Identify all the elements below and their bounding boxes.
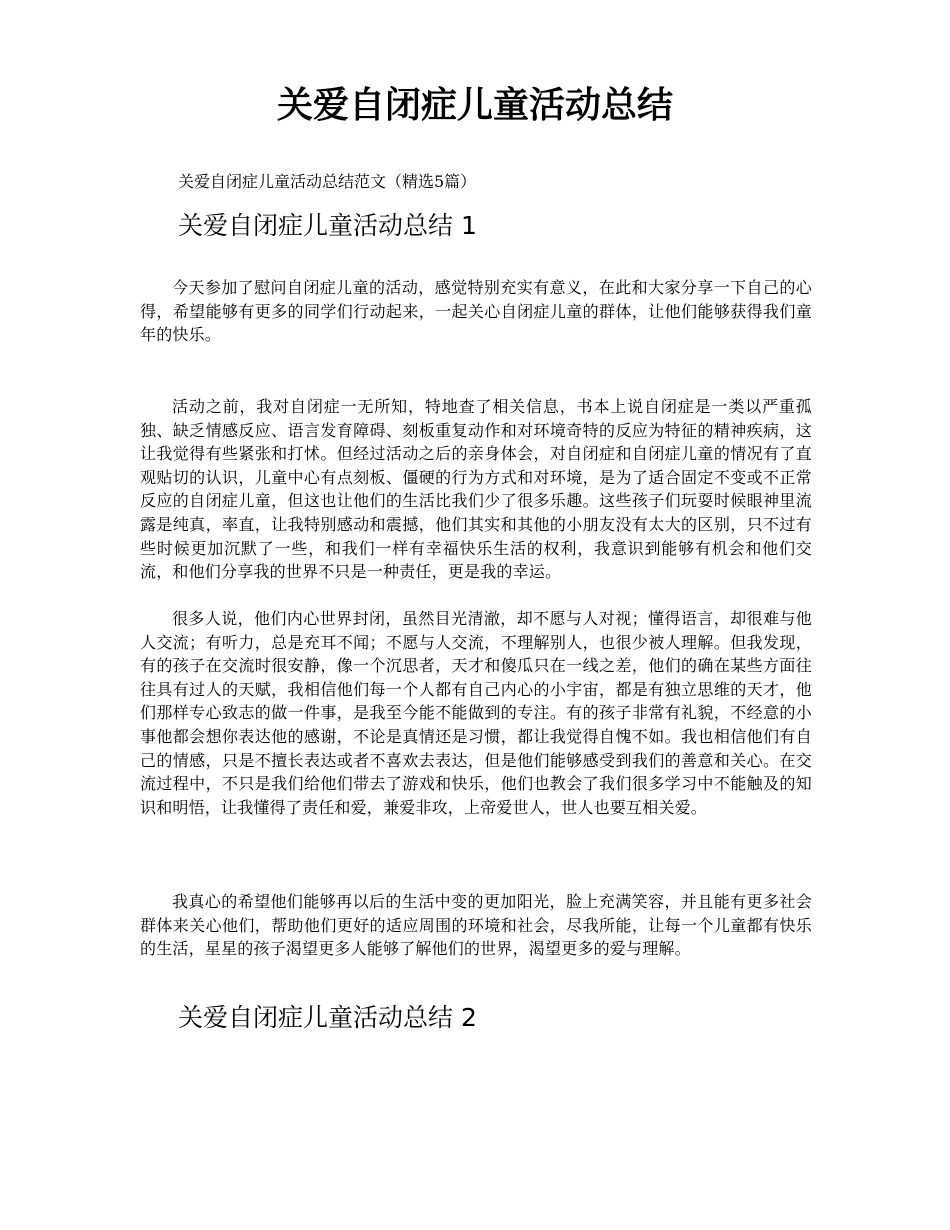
paragraph-1: 今天参加了慰问自闭症儿童的活动，感觉特别充实有意义，在此和大家分享一下自己的心得，希望能够有更多的同学们行动起来，一起关心自闭症儿童的群体，让他们能够获得我们童年的快乐。: [140, 278, 812, 345]
paragraph-2: 活动之前，我对自闭症一无所知，特地查了相关信息，书本上说自闭症是一类以严重孤独、缺乏情感反应、语言发育障碍、刻板重复动作和对环境奇特的反应为特征的精神疾病，这让我觉得有些紧张和打怵。但经过活动之后的亲身体会，对自闭症和自闭症儿童的情况有了直观贴切的认识，儿童中心有点刻板、僵硬的行为方式和对环境，是为了适合固定不变或不正常反应的自闭症儿童，但这也让他们的生活比我们少了很多乐趣。这些孩子们玩耍时候眼神里流露是纯真，率直，让我特别感动和震撼，他们其实和其他的小朋友没有太大的区别，只不过有些时候更加沉默了一些，和我们一样有幸福快乐生活的权利，我意识到能够有机会和他们交流，和他们分享我的世界不只是一种责任，更是我的幸运。: [140, 397, 812, 582]
paragraph-4: 我真心的希望他们能够再以后的生活中变的更加阳光，脸上充满笑容，并且能有更多社会群体来关心他们，帮助他们更好的适应周围的环境和社会，尽我所能，让每一个儿童都有快乐的生活，星星的孩子渴望更多人能够了解他们的世界，渴望更多的爱与理解。: [140, 892, 812, 959]
document-title: 关爱自闭症儿童活动总结: [276, 85, 673, 126]
section-heading-1: 关爱自闭症儿童活动总结 1: [178, 211, 477, 240]
document-subtitle: 关爱自闭症儿童活动总结范文（精选5篇）: [178, 172, 477, 191]
section-heading-2: 关爱自闭症儿童活动总结 2: [178, 1003, 477, 1032]
paragraph-3: 很多人说，他们内心世界封闭，虽然目光清澈，却不愿与人对视；懂得语言，却很难与他人交流；有听力，总是充耳不闻；不愿与人交流，不理解别人，也很少被人理解。但我发现，有的孩子在交流时很安静，像一个沉思者，天才和傻瓜只在一线之差，他们的确在某些方面往往具有过人的天赋，我相信他们每一个人都有自己内心的小宇宙，都是有独立思维的天才，他们那样专心致志的做一件事，是我至今能不能做到的专注。有的孩子非常有礼貌，不经意的小事他都会想你表达他的感谢，不论是真情还是习惯，都让我觉得自愧不如。我也相信他们有自己的情感，只是不擅长表达或者不喜欢去表达，但是他们能够感受到我们的善意和关心。在交流过程中，不只是我们给他们带去了游戏和快乐，他们也教会了我们很多学习中不能触及的知识和明悟，让我懂得了责任和爱，兼爱非攻，上帝爱世人，世人也要互相关爱。: [140, 609, 812, 817]
